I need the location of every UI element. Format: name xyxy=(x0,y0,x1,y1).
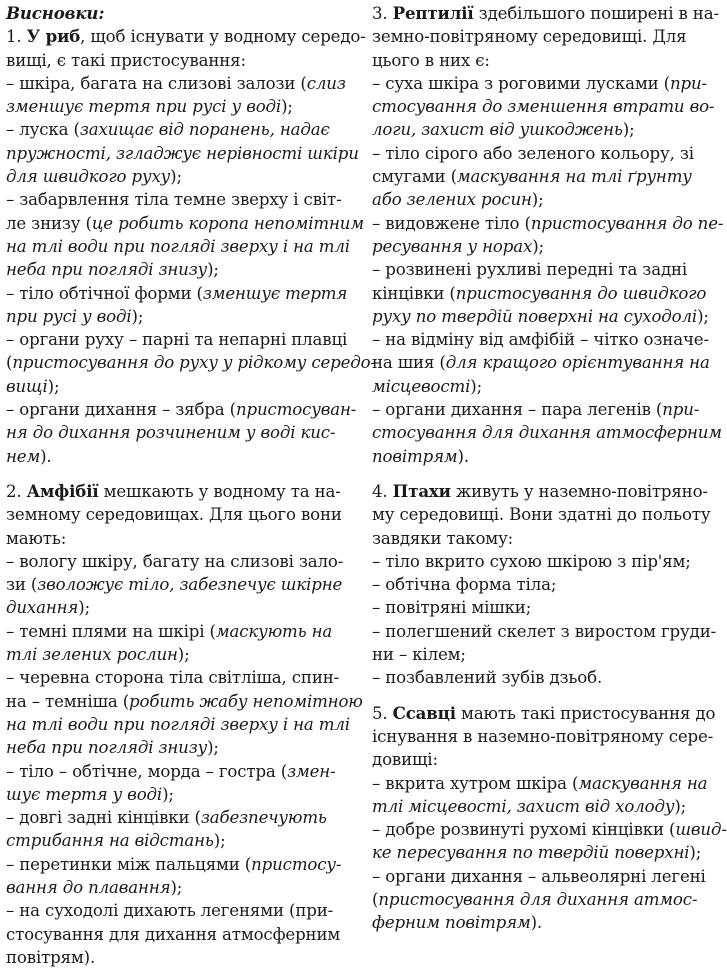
explanation-text: ке пересування по твердій поверхні xyxy=(372,843,690,863)
explanation-text: пристосування до швидкого xyxy=(455,283,707,303)
section-amphibians xyxy=(6,480,363,969)
animal-class-name: Ссавці xyxy=(392,702,456,723)
text-line xyxy=(372,445,718,468)
plain-text: ); xyxy=(78,598,91,618)
text-line xyxy=(372,480,718,503)
plain-text: земному середовищах. Для цього вони xyxy=(6,505,342,525)
left-column xyxy=(6,2,376,969)
text-line xyxy=(372,282,718,305)
explanation-text: пристосуван- xyxy=(236,400,357,420)
explanation-text: місцевості xyxy=(372,376,471,396)
explanation-text: пружності, згладжує нерівності шкіри xyxy=(6,143,359,163)
right-column xyxy=(372,2,727,935)
text-line xyxy=(6,375,358,398)
plain-text: ); xyxy=(47,376,60,396)
text-line xyxy=(372,398,718,421)
plain-text: – на відміну від амфібій – чітко означе- xyxy=(372,330,709,350)
plain-text: – органи руху – парні та непарні плавці xyxy=(6,330,348,350)
plain-text: – обтічна форма тіла; xyxy=(372,575,557,595)
text-line xyxy=(372,375,718,398)
text-line xyxy=(372,666,718,689)
explanation-text: при русі у воді xyxy=(6,306,132,326)
explanation-text: пристосування до руху у рідкому середо- xyxy=(12,353,376,373)
text-line xyxy=(6,946,358,969)
text-line xyxy=(6,421,358,444)
text-line xyxy=(6,212,364,235)
text-line xyxy=(372,503,718,526)
text-line xyxy=(6,876,358,899)
explanation-text: нем xyxy=(6,446,41,466)
animal-class-name: Рептилії xyxy=(392,3,474,23)
plain-text: – на суходолі дихають легенями (при- xyxy=(6,901,334,921)
explanation-text: при- xyxy=(662,400,700,420)
plain-text: існування в наземно-повітряному сере- xyxy=(372,726,714,746)
text-line xyxy=(6,829,358,852)
text-line xyxy=(372,2,718,25)
plain-text: – полегшений скелет з виростом груди- xyxy=(372,621,717,641)
explanation-text: стрибання на відстань xyxy=(6,831,214,851)
explanation-text: змен- xyxy=(287,761,336,781)
text-line xyxy=(372,235,718,258)
explanation-text: зменшує тертя при русі у воді xyxy=(6,97,282,117)
text-line xyxy=(6,899,358,922)
animal-class-name: У риб xyxy=(26,26,81,47)
plain-text: земно-повітряному середовищі. Для xyxy=(372,27,687,47)
explanation-text: це робить коропа непомітним xyxy=(91,213,364,233)
explanation-text: на тлі води при погляді зверху і на тлі xyxy=(6,714,350,734)
text-line xyxy=(6,282,358,305)
plain-text: – темні плями на шкірі ( xyxy=(6,621,216,641)
text-line xyxy=(372,527,718,550)
plain-text: – шкіра, багата на слизові залози ( xyxy=(6,73,307,93)
plain-text: 1. xyxy=(6,27,27,47)
text-line xyxy=(6,118,358,141)
text-line xyxy=(6,643,358,666)
explanation-text: для швидкого руху xyxy=(6,167,171,187)
plain-text: – вологу шкіру, багату на слизові зало- xyxy=(6,551,344,571)
text-line xyxy=(6,736,358,759)
text-line xyxy=(372,596,718,619)
plain-text: – розвинені рухливі передні та задні xyxy=(372,260,688,280)
explanation-text: маскування на тлі ґрунту xyxy=(456,167,692,187)
text-line xyxy=(372,72,718,95)
text-line xyxy=(6,713,358,736)
section-reptiles xyxy=(372,2,724,468)
explanation-text: слиз xyxy=(306,73,346,93)
explanation-text: руху по твердій поверхні на суходолі xyxy=(372,306,698,326)
animal-class-name: Амфібії xyxy=(26,480,99,501)
plain-text: ); xyxy=(170,167,182,187)
text-line xyxy=(372,328,718,351)
text-line xyxy=(372,702,718,725)
text-line xyxy=(6,398,358,421)
plain-text: повітрям). xyxy=(6,947,96,967)
plain-text: ); xyxy=(131,306,144,326)
text-line xyxy=(372,95,718,118)
explanation-text: пристосування до пе- xyxy=(530,213,724,233)
plain-text: – повітряні мішки; xyxy=(372,598,532,618)
plain-text: на шия ( xyxy=(372,353,446,373)
plain-text: ); xyxy=(622,120,635,140)
plain-text: – черевна сторона тіла світліша, спин- xyxy=(6,668,340,688)
text-line xyxy=(6,527,358,550)
plain-text: ); xyxy=(207,260,219,280)
text-line xyxy=(6,235,358,258)
text-line xyxy=(6,328,358,351)
plain-text: ); xyxy=(674,796,687,816)
explanation-text: повітрям xyxy=(372,446,458,466)
text-line xyxy=(6,445,358,468)
plain-text: – перетинки між пальцями ( xyxy=(6,854,252,874)
plain-text: ); xyxy=(177,645,190,665)
text-line xyxy=(6,853,358,876)
explanation-text: тлі місцевості, захист від холоду xyxy=(372,796,675,816)
plain-text: – вкрита хутром шкіра ( xyxy=(372,773,579,793)
text-line xyxy=(372,142,718,165)
text-line xyxy=(372,748,718,771)
text-line xyxy=(372,725,718,748)
text-line xyxy=(372,911,718,934)
plain-text: смугами ( xyxy=(372,167,457,187)
plain-text: живуть у наземно-повітряно- xyxy=(450,481,708,501)
plain-text: ). xyxy=(40,446,52,466)
text-line xyxy=(372,188,718,211)
plain-text: вищі, є такі пристосування: xyxy=(6,50,246,70)
plain-text: 4. xyxy=(372,481,393,501)
plain-text: му середовищі. Вони здатні до польоту xyxy=(372,505,711,525)
text-line xyxy=(6,49,358,72)
plain-text: – тіло вкрито сухою шкірою з пір'ям; xyxy=(372,551,691,571)
text-line xyxy=(372,421,722,444)
text-line xyxy=(6,806,358,829)
plain-text: – позбавлений зубів дзьоб. xyxy=(372,668,603,688)
explanation-text: ресування у норах xyxy=(372,236,533,256)
text-line xyxy=(6,596,358,619)
text-line xyxy=(372,351,718,374)
plain-text: – добре розвинуті рухомі кінцівки ( xyxy=(372,820,676,840)
section-fish xyxy=(6,25,376,468)
plain-text: 5. xyxy=(372,703,393,723)
plain-text: ); xyxy=(162,784,174,804)
plain-text: ( xyxy=(372,889,379,909)
text-line xyxy=(372,643,718,666)
explanation-text: вищі xyxy=(6,376,48,396)
plain-text: ); xyxy=(170,877,183,897)
plain-text: , щоб існувати у водному середо- xyxy=(80,27,366,47)
plain-text: цього в них є: xyxy=(372,50,490,70)
plain-text: – тіло сірого або зеленого кольору, зі xyxy=(372,143,694,163)
text-line xyxy=(372,25,718,48)
text-line xyxy=(6,503,358,526)
plain-text: мешкають у водному та на- xyxy=(98,481,341,501)
explanation-text: шує тертя у воді xyxy=(6,784,163,804)
text-line xyxy=(372,772,718,795)
plain-text: завдяки такому: xyxy=(372,528,514,548)
text-line xyxy=(6,25,366,48)
plain-text: ); xyxy=(281,97,293,117)
explanation-text: логи, захист від ушкоджень xyxy=(372,120,623,140)
text-line xyxy=(6,573,358,596)
text-line xyxy=(6,620,358,643)
text-line xyxy=(6,783,358,806)
plain-text: кінцівки ( xyxy=(372,283,456,303)
plain-text: 3. xyxy=(372,4,393,23)
plain-text: ле знизу ( xyxy=(6,213,92,233)
text-line xyxy=(6,188,358,211)
explanation-text: робить жабу непомітною xyxy=(129,691,363,711)
plain-text: ); xyxy=(697,306,709,326)
plain-text: на – темніша ( xyxy=(6,691,130,711)
plain-text: ). xyxy=(457,446,469,466)
plain-text: – довгі задні кінцівки ( xyxy=(6,808,201,828)
text-line xyxy=(6,258,358,281)
plain-text: – забарвлення тіла темне зверху і світ- xyxy=(6,190,342,210)
plain-text: ). xyxy=(530,913,543,933)
text-line xyxy=(6,923,358,946)
explanation-text: пристосу- xyxy=(251,854,342,874)
plain-text: мають такі пристосування до xyxy=(455,703,716,723)
animal-class-name: Птахи xyxy=(392,480,451,501)
text-line xyxy=(372,841,718,864)
explanation-text: пристосування для дихання атмос- xyxy=(378,889,698,909)
plain-text: – суха шкіра з роговими лусками ( xyxy=(372,73,670,93)
explanation-text: маскування на xyxy=(578,773,708,793)
text-line xyxy=(6,550,358,573)
text-line xyxy=(372,212,724,235)
explanation-text: швид- xyxy=(675,820,727,840)
plain-text: ); xyxy=(532,236,544,256)
text-line xyxy=(372,49,718,72)
text-line xyxy=(6,72,358,95)
plain-text: 2. xyxy=(6,481,27,501)
plain-text: – луска ( xyxy=(6,120,80,140)
text-line xyxy=(372,165,718,188)
plain-text: мають: xyxy=(6,528,67,548)
text-line xyxy=(6,142,358,165)
text-line xyxy=(372,818,727,841)
text-line xyxy=(372,118,718,141)
text-line xyxy=(6,351,376,374)
plain-text: довищі: xyxy=(372,750,438,770)
explanation-text: ня до дихання розчиненим у воді кис- xyxy=(6,423,336,443)
section-mammals xyxy=(372,702,727,935)
explanation-text: зменшує тертя xyxy=(202,283,348,303)
text-line xyxy=(6,480,358,503)
explanation-text: неба при погляді знизу xyxy=(6,738,208,758)
explanation-text: забезпечують xyxy=(200,808,327,828)
explanation-text: дихання xyxy=(6,598,79,618)
explanation-text: маскують на xyxy=(215,621,333,641)
text-line xyxy=(372,620,718,643)
plain-text: – тіло – обтічне, морда – гостра ( xyxy=(6,761,288,781)
explanation-text: стосування до зменшення втрати во- xyxy=(372,97,715,117)
plain-text: – тіло обтічної форми ( xyxy=(6,283,203,303)
plain-text: ( xyxy=(6,353,13,373)
explanation-text: неба при погляді знизу xyxy=(6,260,208,280)
conclusions-title: Висновки: xyxy=(6,3,105,23)
plain-text: стосування для дихання атмосферним xyxy=(6,924,341,944)
text-line xyxy=(372,305,718,328)
text-line xyxy=(372,550,718,573)
explanation-text: захищає від поранень, надає xyxy=(79,120,330,140)
explanation-text: ферним повітрям xyxy=(372,913,531,933)
section-birds xyxy=(372,480,718,690)
plain-text: ни – кілем; xyxy=(372,645,466,665)
plain-text: – видовжене тіло ( xyxy=(372,213,531,233)
plain-text: ); xyxy=(213,831,226,851)
plain-text: ); xyxy=(207,738,219,758)
text-line xyxy=(372,573,718,596)
explanation-text: зволожує тіло, забезпечує шкірне xyxy=(37,575,343,595)
text-line xyxy=(372,865,718,888)
explanation-text: на тлі води при погляді зверху і на тлі xyxy=(6,236,350,256)
text-line xyxy=(6,95,358,118)
explanation-text: для кращого орієнтування на xyxy=(445,353,710,373)
text-line xyxy=(372,795,718,818)
plain-text: ); xyxy=(689,843,702,863)
plain-text: ); xyxy=(470,376,483,396)
text-line xyxy=(372,258,718,281)
plain-text: – органи дихання – пара легенів ( xyxy=(372,400,663,420)
plain-text: – органи дихання – альвеолярні легені xyxy=(372,866,706,886)
text-line xyxy=(6,690,363,713)
explanation-text: при- xyxy=(669,73,707,93)
text-line xyxy=(6,666,358,689)
plain-text: зи ( xyxy=(6,575,38,595)
text-line xyxy=(6,165,358,188)
explanation-text: вання до плавання xyxy=(6,877,171,897)
explanation-text: або зелених росин xyxy=(372,190,532,210)
plain-text: ); xyxy=(531,190,544,210)
explanation-text: тлі зелених рослин xyxy=(6,645,178,665)
plain-text: здебільшого поширені в на- xyxy=(473,4,719,23)
text-line xyxy=(372,888,718,911)
text-line xyxy=(6,305,358,328)
plain-text: – органи дихання – зябра ( xyxy=(6,400,237,420)
explanation-text: стосування для дихання атмосферним xyxy=(372,423,722,443)
text-line xyxy=(6,760,358,783)
